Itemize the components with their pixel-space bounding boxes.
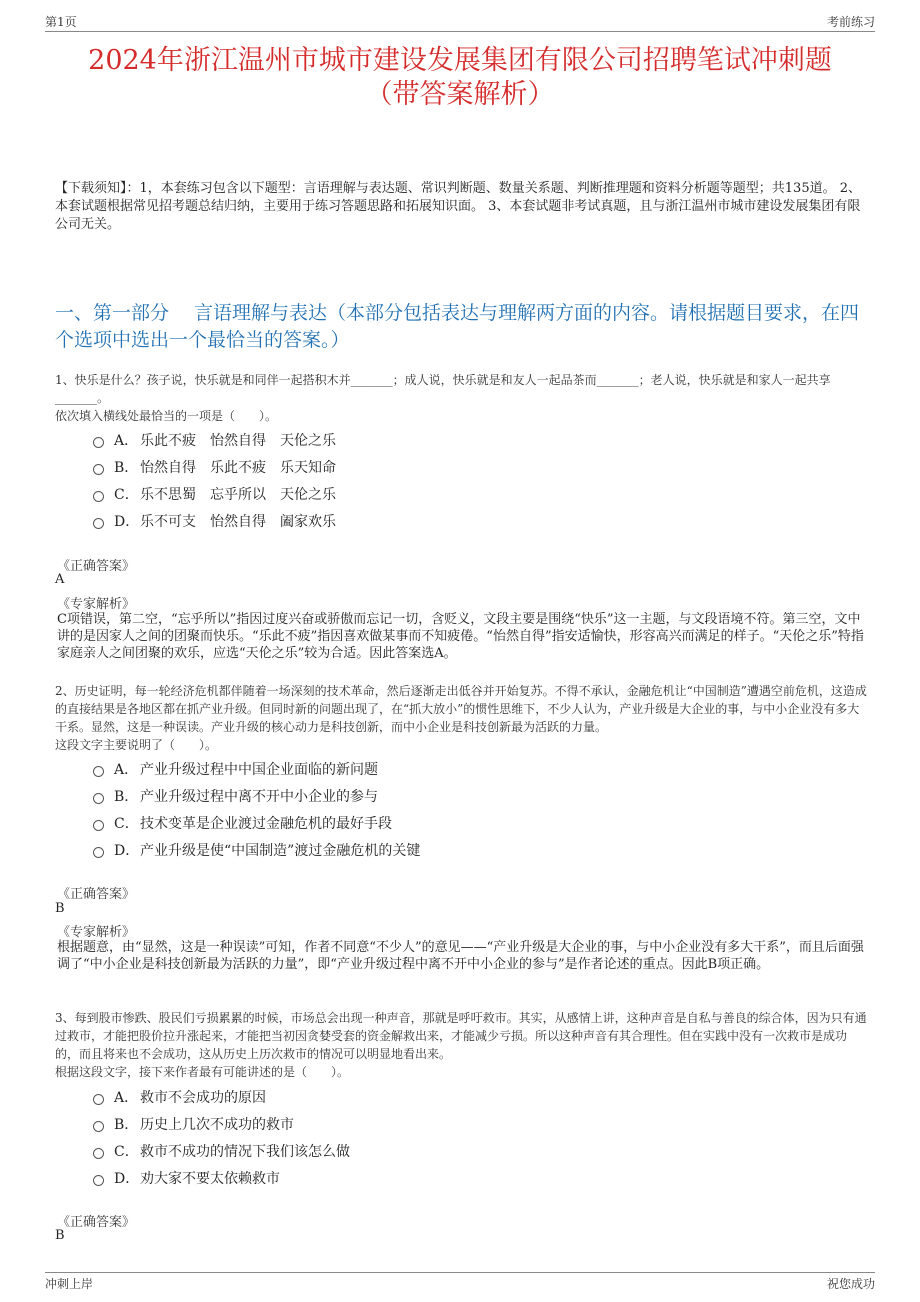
option-d[interactable]: D． 乐不可支 怡然自得 阖家欢乐 [93, 507, 793, 534]
analysis-text: 根据题意，由“显然，这是一种误读”可知，作者不同意“不少人”的意见——“产业升级是大企业的事，与中小企业没有多大干系”，而且后面强调了“中小企业是科技创新最为活跃的力量”，即“产业升级过程中离不开中小企业的参与”是作者论述的重点。因此B项正确。 [57, 940, 864, 972]
answer-label: 《正确答案》 [57, 1215, 136, 1230]
page-footer [45, 1272, 875, 1291]
option-text: 产业升级是使“中国制造”渡过金融危机的关键 [140, 842, 421, 859]
analysis-label: 《专家解析》 [57, 925, 136, 940]
page-number: 第1页 [45, 15, 77, 29]
option-text: 救市不成功的情况下我们该怎么做 [140, 1143, 350, 1160]
radio-icon[interactable] [93, 518, 104, 529]
radio-icon[interactable] [93, 847, 104, 858]
option-d[interactable]: D． 劝大家不要太依赖救市 [93, 1164, 793, 1191]
option-text: 产业升级过程中中国企业面临的新问题 [140, 761, 378, 778]
radio-icon[interactable] [93, 491, 104, 502]
option-a[interactable]: A． 乐此不疲 怡然自得 天伦之乐 [93, 426, 793, 453]
option-text: 乐此不疲 怡然自得 天伦之乐 [140, 432, 336, 449]
document-title [40, 44, 880, 112]
question-text: 1、快乐是什么？孩子说，快乐就是和同伴一起搭积木并_______；成人说，快乐就是和友人一起品茶而_______；老人说，快乐就是和家人一起共享_______。 [55, 373, 831, 405]
option-d[interactable]: D． 产业升级是使“中国制造”渡过金融危机的关键 [93, 836, 793, 863]
option-text: 怡然自得 乐此不疲 乐天知命 [140, 459, 336, 476]
radio-icon[interactable] [93, 437, 104, 448]
radio-icon[interactable] [93, 766, 104, 777]
answer-label: 《正确答案》 [57, 887, 136, 902]
radio-icon[interactable] [93, 464, 104, 475]
option-b[interactable]: B． 历史上几次不成功的救市 [93, 1110, 793, 1137]
section-heading: 一、第一部分 言语理解与表达（本部分包括表达与理解两方面的内容。请根据题目要求，在四个选项中选出一个最恰当的答案。） [55, 302, 860, 351]
option-b[interactable]: B． 产业升级过程中离不开中小企业的参与 [93, 782, 793, 809]
question-1-stem [55, 371, 870, 425]
option-a[interactable]: A． 救市不会成功的原因 [93, 1083, 793, 1110]
option-c[interactable]: C． 技术变革是企业渡过金融危机的最好手段 [93, 809, 793, 836]
footer-right: 祝您成功 [826, 1277, 875, 1291]
title-line-2: （带答案解析） [365, 79, 555, 110]
option-text: 技术变革是企业渡过金融危机的最好手段 [140, 815, 392, 832]
option-text: 历史上几次不成功的救市 [140, 1116, 294, 1133]
option-text: 劝大家不要太依赖救市 [140, 1170, 280, 1187]
answer-value: B [55, 1228, 65, 1243]
radio-icon[interactable] [93, 1175, 104, 1186]
option-b[interactable]: B． 怡然自得 乐此不疲 乐天知命 [93, 453, 793, 480]
radio-icon[interactable] [93, 1148, 104, 1159]
analysis-text: C项错误，第二空，“忘乎所以”指因过度兴奋或骄傲而忘记一切，含贬义，文段主要是围绕“快乐”这一主题，与文段语境不符。第三空，文中讲的是因家人之间的团聚而快乐。“乐此不疲”指因喜欢做某事而不知疲倦。“怡然自得”指安适愉快，形容高兴而满足的样子。“天伦之乐”特指家庭亲人之间团聚的欢乐，应选“天伦之乐”较为合适。因此答案选A。 [57, 612, 864, 661]
question-prompt: 根据这段文字，接下来作者最有可能讲述的是（ ）。 [55, 1065, 350, 1079]
question-3-stem [55, 1009, 870, 1081]
radio-icon[interactable] [93, 1094, 104, 1105]
question-prompt: 这段文字主要说明了（ ）。 [55, 738, 218, 752]
download-notice: 【下载须知】：1，本套练习包含以下题型：言语理解与表达题、常识判断题、数量关系题、判断推理题和资料分析题等题型；共135道。 2、本套试题根据常见招考题总结归纳，主要用于练习答题思路和拓展知识面。 3、本套试题非考试真题，且与浙江温州市城市建设发展集团有限公司无关。 [55, 181, 861, 232]
option-text: 救市不会成功的原因 [140, 1089, 266, 1106]
question-2-stem [55, 682, 870, 754]
footer-left: 冲刺上岸 [45, 1277, 94, 1291]
option-c[interactable]: C． 乐不思蜀 忘乎所以 天伦之乐 [93, 480, 793, 507]
option-a[interactable]: A． 产业升级过程中中国企业面临的新问题 [93, 755, 793, 782]
radio-icon[interactable] [93, 1121, 104, 1132]
analysis-label: 《专家解析》 [57, 597, 136, 612]
answer-label: 《正确答案》 [57, 559, 136, 574]
option-c[interactable]: C． 救市不成功的情况下我们该怎么做 [93, 1137, 793, 1164]
question-2-options [93, 755, 793, 863]
header-tag: 考前练习 [826, 15, 875, 29]
answer-value: A [55, 572, 65, 587]
radio-icon[interactable] [93, 820, 104, 831]
question-3-options [93, 1083, 793, 1191]
question-1-options [93, 426, 793, 534]
question-text: 2、历史证明，每一轮经济危机都伴随着一场深刻的技术革命，然后逐渐走出低谷并开始复苏。不得不承认，金融危机让“中国制造”遭遇空前危机，这造成的直接结果是各地区都在抓产业升级。但同时新的问题出现了，在“抓大放小”的惯性思维下，不少人认为，产业升级是大企业的事，与中小企业没有多大干系。显然，这是一种误读。产业升级的核心动力是科技创新，而中小企业是科技创新最为活跃的力量。 [55, 684, 867, 734]
question-prompt: 依次填入横线处最恰当的一项是（ ）。 [55, 409, 278, 423]
option-text: 乐不可支 怡然自得 阖家欢乐 [140, 513, 336, 530]
answer-value: B [55, 901, 65, 916]
radio-icon[interactable] [93, 793, 104, 804]
question-text: 3、每到股市惨跌、股民们亏损累累的时候，市场总会出现一种声音，那就是呼吁救市。其实，从感情上讲，这种声音是自私与善良的综合体，因为只有通过救市，才能把股价拉升涨起来，才能把当初因贪婪受套的资金解救出来，才能减少亏损。所以这种声音有其合理性。但在实践中没有一次救市是成功的，而且将来也不会成功，这从历史上历次救市的情况可以明显地看出来。 [55, 1011, 867, 1061]
option-text: 乐不思蜀 忘乎所以 天伦之乐 [140, 486, 336, 503]
title-line-1: 2024年浙江温州市城市建设发展集团有限公司招聘笔试冲刺题 [88, 45, 832, 76]
page-header [45, 13, 875, 32]
option-text: 产业升级过程中离不开中小企业的参与 [140, 788, 378, 805]
